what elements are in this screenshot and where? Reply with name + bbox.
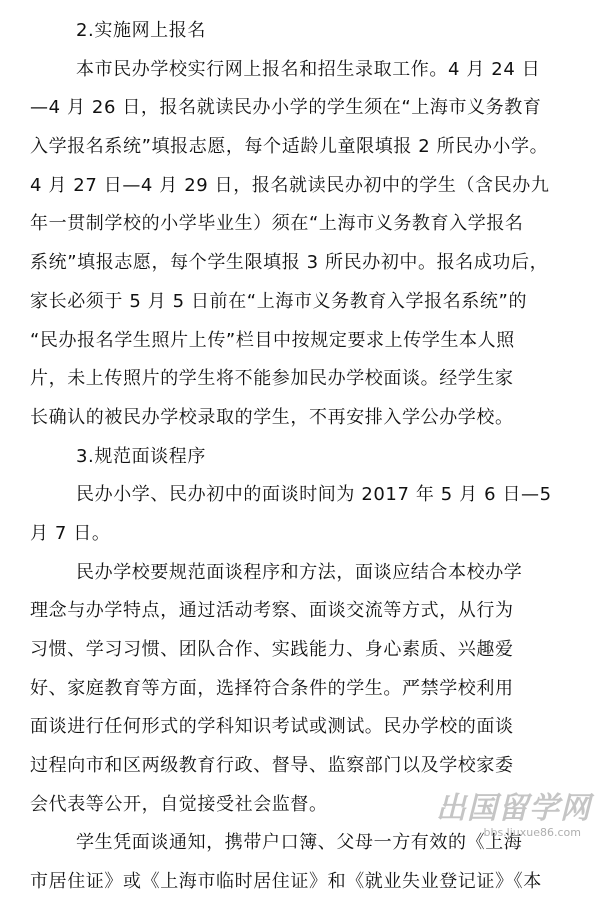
paragraph-line: 4 月 27 日—4 月 29 日，报名就读民办初中的学生（含民办九 bbox=[30, 174, 550, 196]
paragraph-line: 民办学校要规范面谈程序和方法，面谈应结合本校办学 bbox=[76, 561, 523, 583]
paragraph-line: —4 月 26 日，报名就读民办小学的学生须在“上海市义务教育 bbox=[30, 97, 542, 119]
paragraph-line: 学生凭面谈通知，携带户口簿、父母一方有效的《上海 bbox=[76, 832, 523, 854]
paragraph-line: 长确认的被民办学校录取的学生，不再安排入学公办学校。 bbox=[30, 406, 514, 428]
watermark-url: bbs.liuxue86.com bbox=[483, 826, 581, 839]
paragraph-line: 习惯、学习习惯、团队合作、实践能力、身心素质、兴趣爱 bbox=[30, 639, 514, 660]
section-heading-interview-procedure: 3.规范面谈程序 bbox=[76, 445, 206, 467]
paragraph-line: 片，未上传照片的学生将不能参加民办学校面谈。经学生家 bbox=[30, 368, 514, 390]
paragraph-line: 面谈进行任何形式的学科知识考试或测试。民办学校的面谈 bbox=[30, 716, 514, 738]
paragraph-line: 家长必须于 5 月 5 日前在“上海市义务教育入学报名系统”的 bbox=[30, 290, 528, 312]
paragraph-line: 好、家庭教育等方面，选择符合条件的学生。严禁学校利用 bbox=[30, 677, 514, 699]
paragraph-line: 过程向市和区两级教育行政、督导、监察部门以及学校家委 bbox=[30, 755, 514, 777]
paragraph-line: 理念与办学特点，通过活动考察、面谈交流等方式，从行为 bbox=[30, 600, 514, 622]
paragraph-line: 会代表等公开，自觉接受社会监督。 bbox=[30, 793, 328, 815]
paragraph-line: “民办报名学生照片上传”栏目中按规定要求上传学生本人照 bbox=[30, 329, 515, 351]
paragraph-line: 年一贯制学校的小学毕业生）须在“上海市义务教育入学报名 bbox=[30, 213, 524, 235]
section-heading-online-registration: 2.实施网上报名 bbox=[76, 20, 206, 41]
paragraph-line: 市居住证》或《上海市临时居住证》和《就业失业登记证》《本 bbox=[30, 871, 542, 893]
paragraph-line: 民办小学、民办初中的面谈时间为 2017 年 5 月 6 日—5 bbox=[76, 484, 552, 506]
paragraph-line: 本市民办学校实行网上报名和招生录取工作。4 月 24 日 bbox=[76, 58, 541, 80]
paragraph-line: 系统”填报志愿，每个学生限填报 3 所民办初中。报名成功后， bbox=[30, 252, 549, 274]
paragraph-line: 入学报名系统”填报志愿，每个适龄儿童限填报 2 所民办小学。 bbox=[30, 136, 549, 158]
watermark-logo: 出国留学网 bbox=[436, 791, 591, 826]
paragraph-line: 月 7 日。 bbox=[30, 522, 111, 544]
